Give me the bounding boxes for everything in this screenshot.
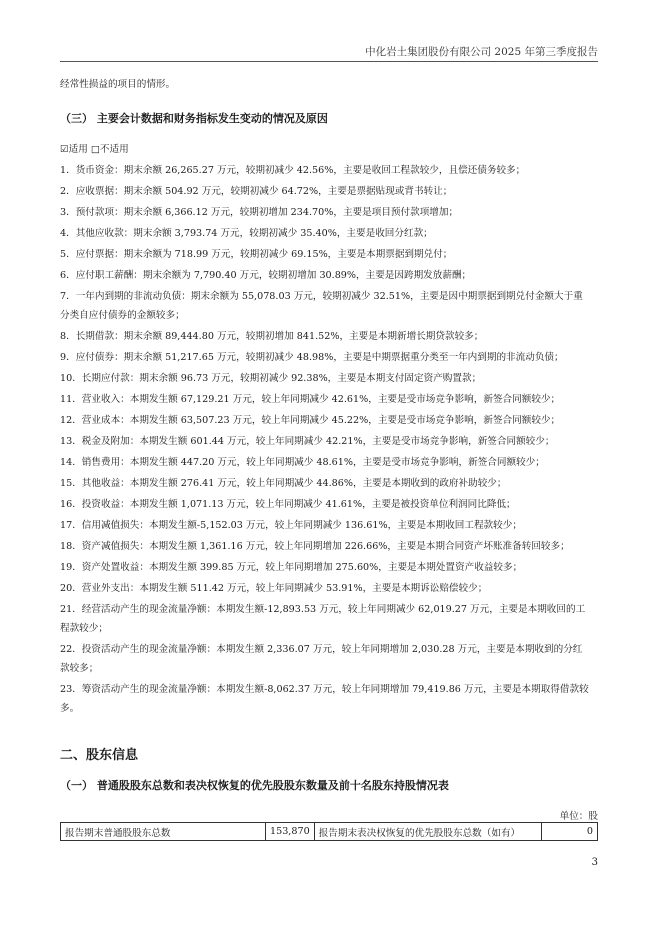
list-item: 19．资产处置收益：本期发生额 399.85 万元，较上年同期增加 275.60%，主要是本期处置资产收益较多； [60,562,523,573]
list-item: 6．应付职工薪酬：期末余额为 7,790.40 万元，较期初增加 30.89%，主要是因跨期发放薪酬； [60,270,472,281]
section3-title: （三） 主要会计数据和财务指标发生变动的情况及原因 [60,112,328,125]
page-header: 中化岩土集团股份有限公司 2025 年第三季度报告 [365,46,598,58]
list-item: 10．长期应付款：期末余额 96.73 万元，较期初减少 92.38%，主要是本期支付固定资产购置款； [60,373,482,384]
list-item-continued: 多。 [60,703,80,714]
applicability: ☑适用 □不适用 [60,144,129,155]
list-item-continued: 程款较少； [60,623,108,634]
list-item: 1．货币资金：期末余额 26,265.27 万元，较期初减少 42.56%，主要是收回工程款较少，且偿还债务较多； [60,165,526,176]
section-shareholders-title: 二、股东信息 [60,748,139,763]
list-item-continued: 款较多； [60,663,99,674]
table-cell-value: 153,870 [266,823,315,841]
unit-label: 单位：股 [559,811,598,822]
page-number: 3 [591,857,598,868]
list-item: 12．营业成本：本期发生额 63,507.23 万元，较上年同期减少 45.22%，主要是受市场竞争影响，新签合同额较少； [60,415,561,426]
list-item: 5．应付票据：期末余额为 718.99 万元，较期初减少 69.15%，主要是本期票据到期兑付； [60,249,453,260]
list-item: 13．税金及附加：本期发生额 601.44 万元，较上年同期减少 42.21%，主要是受市场竞争影响，新签合同额较少； [60,436,555,447]
list-item: 11．营业收入：本期发生额 67,129.21 万元，较上年同期减少 42.61%，主要是受市场竞争影响，新签合同额较少； [60,394,561,405]
table-cell-label: 报告期末表决权恢复的优先股股东总数（如有） [314,823,541,841]
list-item: 22．投资活动产生的现金流量净额：本期发生额 2,336.07 万元，较上年同期增加 2,030.28 万元，主要是本期收到的分红 [60,644,583,655]
intro-text: 经常性损益的项目的情形。 [60,79,176,90]
list-item-continued: 分类自应付债券的金额较多； [60,310,185,321]
shareholders-subtitle: （一） 普通股股东总数和表决权恢复的优先股股东数量及前十名股东持股情况表 [60,779,449,792]
table-cell-label: 报告期末普通股股东总数 [61,823,266,841]
list-item: 8．长期借款：期末余额 89,444.80 万元，较期初增加 841.52%，主要是本期新增长期贷款较多； [60,331,484,342]
list-item: 14．销售费用：本期发生额 447.20 万元，较上年同期减少 48.61%，主要是受市场竞争影响，新签合同额较少； [60,457,545,468]
table-row [61,823,598,841]
list-item: 16．投资收益：本期发生额 1,071.13 万元，较上年同期减少 41.61%，主要是被投资单位利润同比降低； [60,499,516,510]
list-item: 4．其他应收款：期末余额 3,793.74 万元，较期初减少 35.40%，主要是收回分红款； [60,228,433,239]
shareholders-table [60,822,598,841]
list-item: 15．其他收益：本期发生额 276.41 万元，较上年同期减少 44.86%，主要是本期收到的政府补助较少； [60,478,507,489]
list-item: 3．预付款项：期末余额 6,366.12 万元，较期初增加 234.70%，主要是项目预付款项增加； [60,207,459,218]
list-item: 7．一年内到期的非流动负债：期末余额为 55,078.03 万元，较期初减少 32.51%，主要是因中期票据到期兑付金额大于重 [60,291,583,302]
list-item: 21．经营活动产生的现金流量净额：本期发生额-12,893.53 万元，较上年同期减少 62,019.27 万元，主要是本期收回的工 [60,604,586,615]
list-item: 9．应付债券：期末余额 51,217.65 万元，较期初减少 48.98%，主要是中期票据重分类至一年内到期的非流动负债； [60,352,564,363]
header-rule [60,61,598,62]
list-item: 18．资产减值损失：本期发生额 1,361.16 万元，较上年同期增加 226.66%，主要是本期合同资产坏账准备转回较多； [60,541,570,552]
list-item: 23．筹资活动产生的现金流量净额：本期发生额-8,062.37 万元，较上年同期增加 79,419.86 万元，主要是本期取得借款较 [60,684,589,695]
list-item: 2．应收票据：期末余额 504.92 万元，较期初减少 64.72%，主要是票据贴现或背书转让； [60,186,453,197]
table-cell-value: 0 [541,823,597,841]
list-item: 20．营业外支出：本期发生额 511.42 万元，较上年同期减少 53.91%，主要是本期诉讼赔偿较少； [60,583,488,594]
list-item: 17．信用减值损失：本期发生额-5,152.03 万元，较上年同期减少 136.61%，主要是本期收回工程款较少； [60,520,522,531]
